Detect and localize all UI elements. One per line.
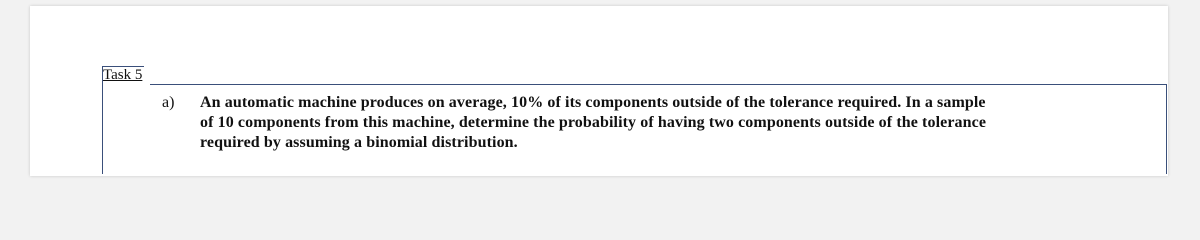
task-heading: Task 5 xyxy=(103,67,143,83)
frame-right-border xyxy=(1166,84,1167,174)
frame-left-border xyxy=(102,84,103,174)
question-marker: a) xyxy=(162,94,175,111)
question-line-1: An automatic machine produces on average, 10% of its components outside of the tolerance required. In a sample xyxy=(200,94,986,111)
frame-top-border xyxy=(150,84,1166,85)
question-line-3: required by assuming a binomial distribution. xyxy=(200,134,518,151)
question-line-2: of 10 components from this machine, determine the probability of having two components outside of the tolerance xyxy=(200,114,987,131)
question-text xyxy=(200,93,1160,153)
